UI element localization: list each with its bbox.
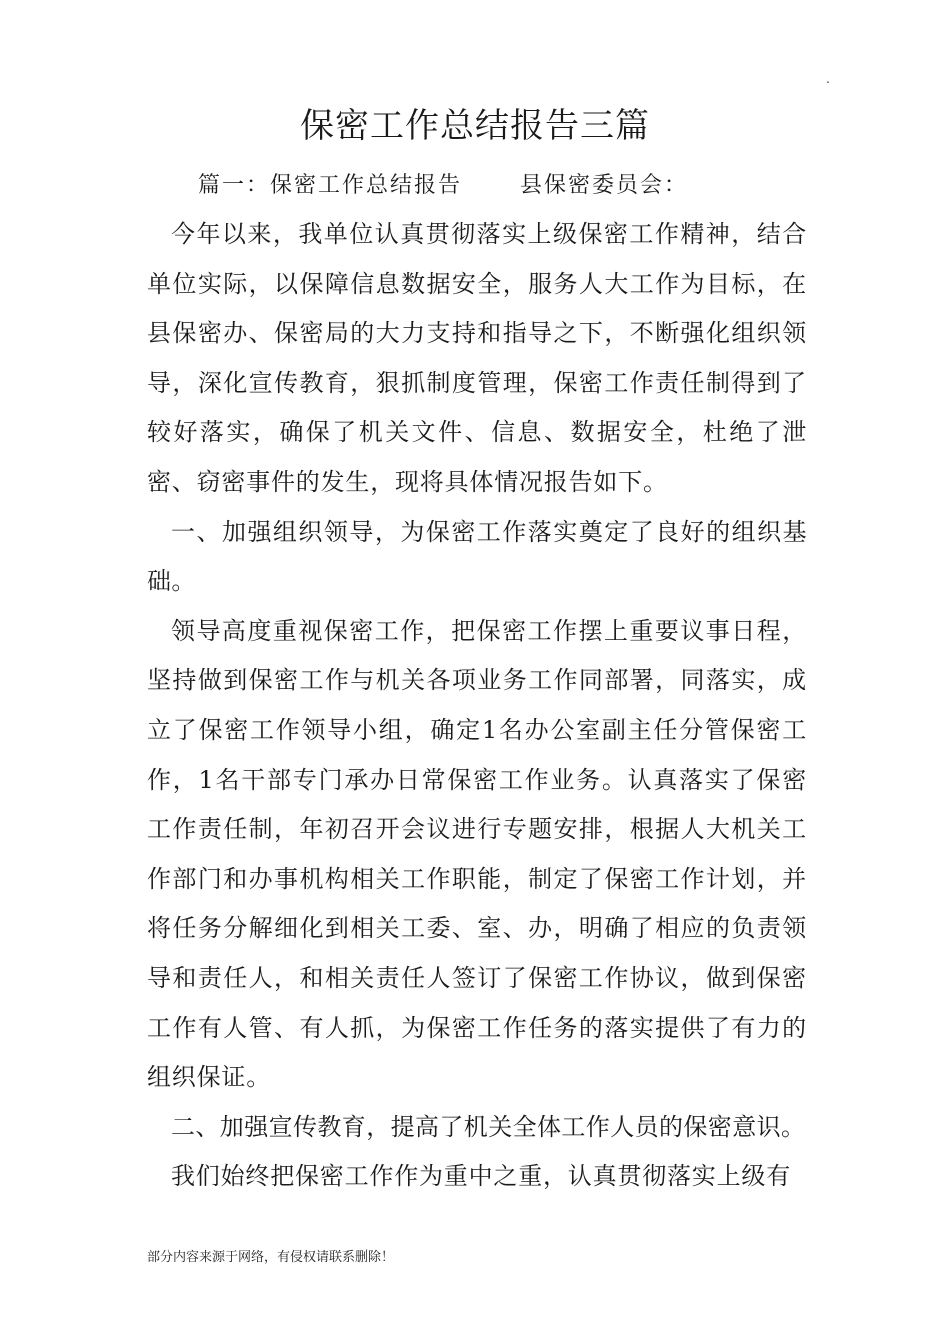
subtitle-addressee: 县保密委员会： — [520, 173, 689, 198]
body-paragraph-intro: 今年以来，我单位认真贯彻落实上级保密工作精神，结合单位实际，以保障信息数据安全，服务人大工作为目标，在县保密办、保密局的大力支持和指导之下，不断强化组织领导，深化宣传教育，狠抓制度管理，保密工作责任制得到了较好落实，确保了机关文件、信息、数据安全，杜绝了泄密、窃密事件的发生，现将具体情况报告如下。 — [147, 220, 807, 496]
footer-disclaimer: 部分内容来源于网络，有侵权请联系删除！ — [147, 1250, 395, 1265]
subtitle-row — [198, 168, 688, 204]
subtitle-part: 篇一：保密工作总结报告 — [198, 173, 463, 198]
corner-mark: . — [826, 72, 830, 86]
body-paragraph-section-2: 我们始终把保密工作作为重中之重，认真贯彻落实上级有 — [171, 1162, 791, 1191]
section-heading-2: 二、加强宣传教育，提高了机关全体工作人员的保密意识。 — [171, 1112, 806, 1141]
document-title: 保密工作总结报告三篇 — [300, 106, 650, 146]
section-heading-1: 一、加强组织领导，为保密工作落实奠定了良好的组织基础。 — [147, 517, 807, 596]
document-body — [147, 210, 807, 1202]
subtitle-gap — [462, 168, 520, 204]
body-paragraph-section-1: 领导高度重视保密工作，把保密工作摆上重要议事日程，坚持做到保密工作与机关各项业务工作同部署，同落实，成立了保密工作领导小组，确定1名办公室副主任分管保密工作，1名干部专门承办日常保密工作业务。认真落实了保密工作责任制，年初召开会议进行专题安排，根据人大机关工作部门和办事机构相关工作职能，制定了保密工作计划，并将任务分解细化到相关工委、室、办，明确了相应的负责领导和责任人，和相关责任人签订了保密工作协议，做到保密工作有人管、有人抓，为保密工作任务的落实提供了有力的组织保证。 — [147, 616, 807, 1092]
